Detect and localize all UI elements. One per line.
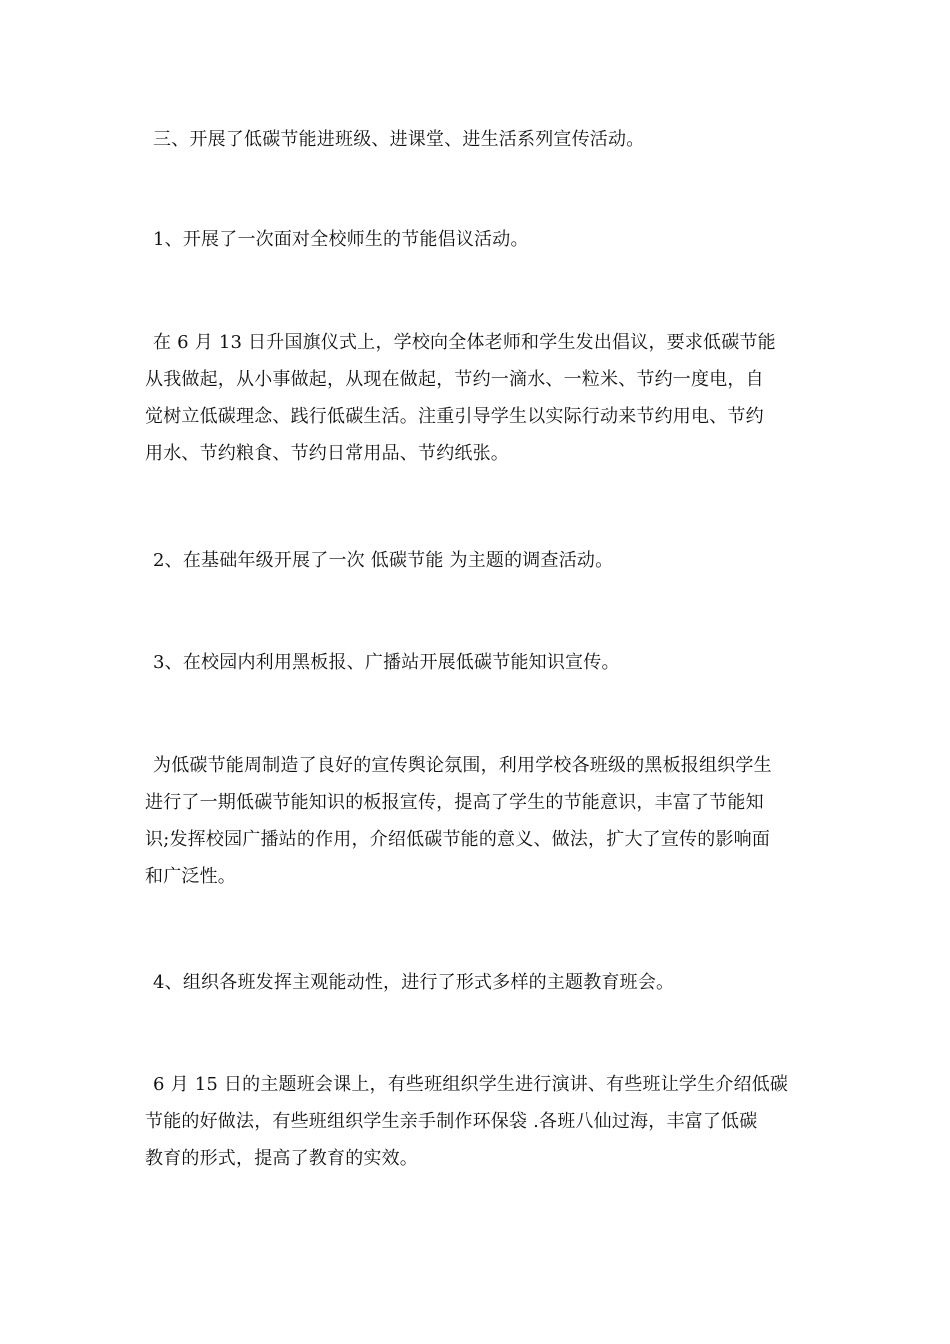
text-line: 识;发挥校园广播站的作用，介绍低碳节能的意义、做法，扩大了宣传的影响面 [145,829,771,850]
text-line: 2、在基础年级开展了一次 低碳节能 为主题的调查活动。 [153,550,614,571]
text-line: 和广泛性。 [145,866,236,887]
text-line: 用水、节约粮食、节约日常用品、节约纸张。 [145,443,509,464]
text-line: 为低碳节能周制造了良好的宣传舆论氛围，利用学校各班级的黑板报组织学生 [153,755,772,776]
text-line: 6 月 15 日的主题班会课上，有些班组织学生进行演讲、有些班让学生介绍低碳 [153,1074,789,1095]
text-line: 进行了一期低碳节能知识的板报宣传，提高了学生的节能意识，丰富了节能知 [145,792,764,813]
body-paragraph [145,747,818,895]
text-line: 4、组织各班发挥主观能动性，进行了形式多样的主题教育班会。 [153,972,675,993]
text-line: 节能的好做法，有些班组织学生亲手制作环保袋 .各班八仙过海，丰富了低碳 [145,1111,758,1132]
text-line: 从我做起，从小事做起，从现在做起，节约一滴水、一粒米、节约一度电，自 [145,369,764,390]
text-line: 教育的形式，提高了教育的实效。 [145,1148,418,1169]
text-line: 觉树立低碳理念、践行低碳生活。注重引导学生以实际行动来节约用电、节约 [145,406,764,427]
list-item-heading [153,542,818,579]
text-line: 在 6 月 13 日升国旗仪式上，学校向全体老师和学生发出倡议，要求低碳节能 [153,332,776,353]
list-item-heading [153,644,818,681]
text-line: 三、开展了低碳节能进班级、进课堂、进生活系列宣传活动。 [153,129,645,150]
text-line: 3、在校园内利用黑板报、广播站开展低碳节能知识宣传。 [153,652,620,673]
list-item-heading [153,964,818,1001]
list-item-heading [153,221,818,258]
body-paragraph [145,1066,818,1177]
body-paragraph [145,324,818,472]
section-heading [153,121,818,158]
text-line: 1、开展了一次面对全校师生的节能倡议活动。 [153,229,529,250]
